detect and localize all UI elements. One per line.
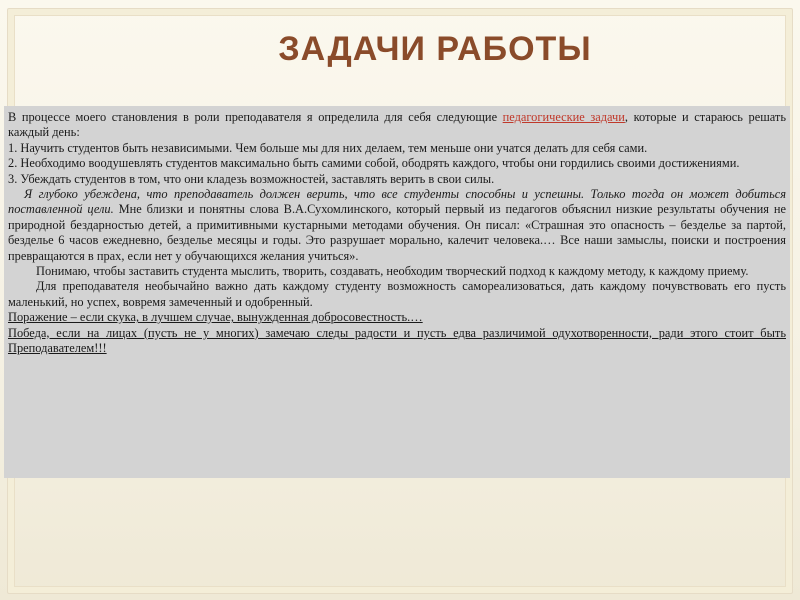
understand-paragraph: Понимаю, чтобы заставить студента мыслить, творить, создавать, необходим творческий подход к каждому методу, к каждому приему. <box>36 264 749 279</box>
important-paragraph: Для преподавателя необычайно важно дать каждому студенту возможность самореализоваться, дать каждому почувствовать его пусть маленький, но успех, вовремя замеченный и одобренный. <box>8 279 786 309</box>
victory-line: Победа, если на лицах (пусть не у многих) замечаю следы радости и пусть едва различимой одухотворенности, ради этого стоит быть Преподавателем!!! <box>8 325 786 356</box>
intro-text-start: В процессе моего становления в роли преподавателя я определила для себя следующие <box>8 110 503 124</box>
pedagogical-tasks-link[interactable]: педагогические задачи <box>502 110 625 124</box>
defeat-line: Поражение – если скука, в лучшем случае, вынужденная добросовестность.… <box>8 310 423 325</box>
intro-text-end: , которые и стараюсь решать каждый день: <box>8 110 786 140</box>
slide-title: ЗАДАЧИ РАБОТЫ <box>278 30 592 68</box>
intro-paragraph <box>8 110 786 141</box>
task-item-3: 3. Убеждать студентов в том, что они кладезь возможностей, заставлять верить в свои силы. <box>8 171 495 186</box>
belief-italic-text: Я глубоко убеждена, что преподаватель должен верить, что все студенты способны и успешны. Только тогда он может добиться поставленной цели. <box>8 187 786 217</box>
task-item-2: 2. Необходимо воодушевлять студентов максимально быть самими собой, ободрять каждого, чтобы они гордились своими достижениями. <box>8 156 740 171</box>
task-item-1: 1. Научить студентов быть независимыми. Чем больше мы для них делаем, тем меньше они учатся делать для себя сами. <box>8 140 648 155</box>
belief-quote-text: Мне близки и понятны слова В.А.Сухомлинского, который первый из педагогов объяснил низкие результаты обучения не природной бездарностью детей, а примитивными кустарными методами обучения. Он писал: «Страшная это опасность – безделье за партой, безделье 6 часов ежедневно, безделье месяцы и годы. Это разрушает морально, калечит человека.… Все наши замыслы, поиски и построения превращаются в прах, если нет у обучающихся желания учиться». <box>8 202 786 263</box>
belief-paragraph <box>8 187 786 264</box>
content-text-box <box>4 106 790 478</box>
